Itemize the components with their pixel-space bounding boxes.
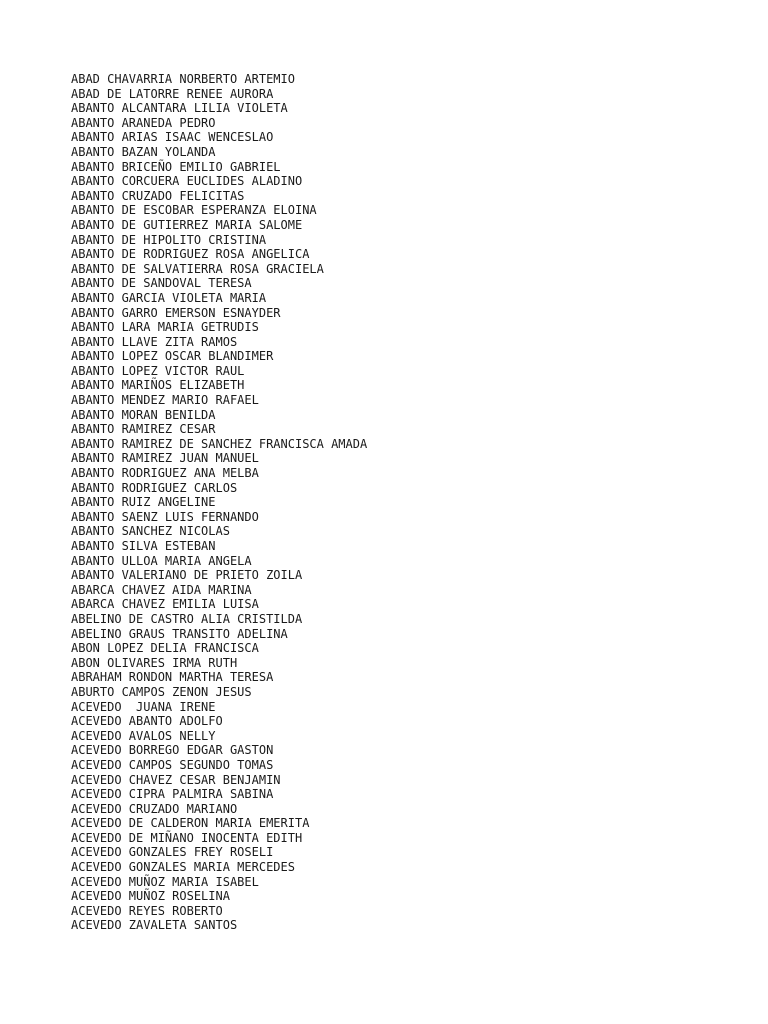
list-item: ABANTO DE GUTIERREZ MARIA SALOME [71,217,303,232]
list-item: ACEVEDO CHAVEZ CESAR BENJAMIN [71,772,281,787]
list-item: ACEVEDO BORREGO EDGAR GASTON [71,743,274,758]
list-item: ABANTO RAMIREZ JUAN MANUEL [71,451,259,466]
list-item: ABANTO VALERIANO DE PRIETO ZOILA [71,568,303,583]
list-item: ABANTO DE SALVATIERRA ROSA GRACIELA [71,261,324,276]
list-item: ABON LOPEZ DELIA FRANCISCA [71,641,259,656]
list-item: ABRAHAM RONDON MARTHA TERESA [71,670,274,685]
list-item: ABELINO DE CASTRO ALIA CRISTILDA [71,611,303,626]
list-item: ABANTO SANCHEZ NICOLAS [71,524,230,539]
list-item: ACEVEDO AVALOS NELLY [71,728,216,743]
list-item: ABANTO DE HIPOLITO CRISTINA [71,232,267,247]
list-item: ABAD CHAVARRIA NORBERTO ARTEMIO [71,72,295,86]
list-item: ACEVEDO DE MIÑANO INOCENTA EDITH [71,830,303,845]
list-item: ACEVEDO CIPRA PALMIRA SABINA [71,787,274,802]
list-item: ABANTO MORAN BENILDA [71,407,216,422]
list-item: ABON OLIVARES IRMA RUTH [71,655,238,670]
list-item: ABELINO GRAUS TRANSITO ADELINA [71,626,288,641]
list-item: ABANTO RODRIGUEZ CARLOS [71,480,238,495]
list-item: ABANTO ALCANTARA LILIA VIOLETA [71,101,288,116]
list-item: ABANTO SILVA ESTEBAN [71,539,216,553]
list-item: ABANTO GARRO EMERSON ESNAYDER [71,305,281,320]
list-item: ACEVEDO ABANTO ADOLFO [71,714,223,729]
list-item: ABANTO LOPEZ OSCAR BLANDIMER [71,349,274,364]
list-item: ABANTO GARCIA VIOLETA MARIA [71,290,267,305]
list-item: ACEVEDO REYES ROBERTO [71,903,223,918]
list-item: ACEVEDO CRUZADO MARIANO [71,801,238,816]
list-item: ABANTO ULLOA MARIA ANGELA [71,553,252,568]
list-item: ABANTO BAZAN YOLANDA [71,144,216,159]
list-item: ACEVEDO DE CALDERON MARIA EMERITA [71,816,310,831]
list-item: ABANTO MENDEZ MARIO RAFAEL [71,393,259,408]
list-item: ABARCA CHAVEZ EMILIA LUISA [71,597,259,612]
list-item: ABANTO RAMIREZ DE SANCHEZ FRANCISCA AMADA [71,436,368,451]
list-item: ACEVEDO GONZALES MARIA MERCEDES [71,860,295,875]
list-item: ACEVEDO ZAVALETA SANTOS [71,918,238,933]
list-item: ABANTO CRUZADO FELICITAS [71,188,245,203]
list-item: ACEVEDO JUANA IRENE [71,699,216,714]
list-item: ABANTO DE ESCOBAR ESPERANZA ELOINA [71,203,317,218]
list-item: ABANTO CORCUERA EUCLIDES ALADINO [71,174,303,189]
list-item: ABANTO RODRIGUEZ ANA MELBA [71,466,259,481]
list-item: ABURTO CAMPOS ZENON JESUS [71,684,252,699]
list-item: ABANTO RAMIREZ CESAR [71,422,216,437]
list-item: ABANTO RUIZ ANGELINE [71,495,216,510]
list-item: ABARCA CHAVEZ AIDA MARINA [71,582,252,597]
list-item: ABANTO LARA MARIA GETRUDIS [71,320,259,335]
list-item: ABANTO BRICEÑO EMILIO GABRIEL [71,159,281,174]
list-item: ABANTO MARIÑOS ELIZABETH [71,378,245,393]
list-item: ABANTO DE SANDOVAL TERESA [71,276,252,291]
list-item: ABANTO LOPEZ VICTOR RAUL [71,363,245,378]
list-item: ACEVEDO MUÑOZ ROSELINA [71,889,230,904]
list-item: ACEVEDO CAMPOS SEGUNDO TOMAS [71,757,274,772]
list-item: ABAD DE LATORRE RENEE AURORA [71,86,274,101]
name-list [71,72,367,933]
list-item: ABANTO DE RODRIGUEZ ROSA ANGELICA [71,247,310,262]
list-item: ABANTO ARIAS ISAAC WENCESLAO [71,130,274,145]
list-item: ABANTO LLAVE ZITA RAMOS [71,334,238,349]
list-item: ACEVEDO GONZALES FREY ROSELI [71,845,274,860]
list-item: ACEVEDO MUÑOZ MARIA ISABEL [71,874,259,889]
list-item: ABANTO ARANEDA PEDRO [71,115,216,130]
list-item: ABANTO SAENZ LUIS FERNANDO [71,509,259,524]
